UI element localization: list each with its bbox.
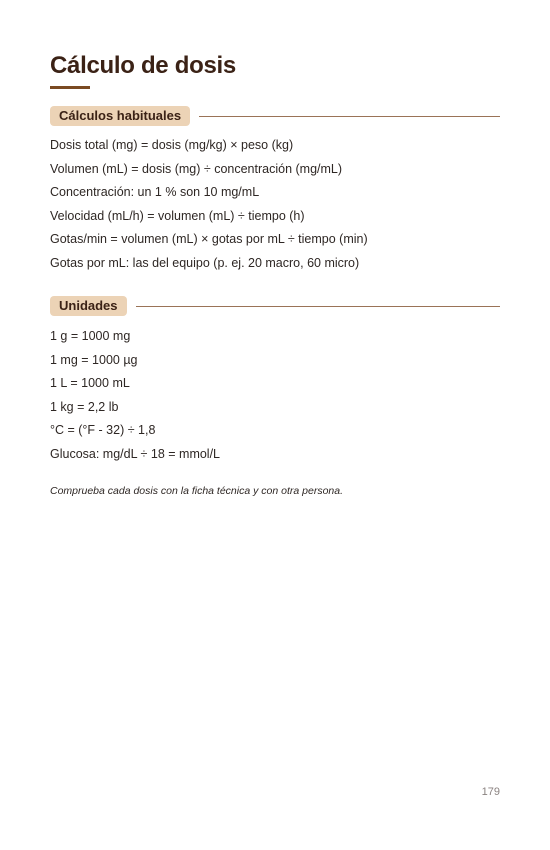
calculos-line: Gotas/min = volumen (mL) × gotas por mL ÷ tiempo (min) bbox=[50, 232, 368, 246]
section-header-calculos bbox=[50, 106, 500, 126]
calculos-line: Velocidad (mL/h) = volumen (mL) ÷ tiempo (h) bbox=[50, 208, 305, 223]
calculos-line: Dosis total (mg) = dosis (mg/kg) × peso (kg) bbox=[50, 138, 294, 152]
page-title: Cálculo de dosis bbox=[50, 52, 236, 79]
unidades-line: 1 g = 1000 mg bbox=[50, 329, 131, 343]
page-number: 179 bbox=[481, 786, 500, 798]
unidades-line: 1 mg = 1000 µg bbox=[50, 352, 138, 367]
title-underline bbox=[50, 86, 90, 89]
section-divider-calculos bbox=[199, 116, 500, 117]
calculos-line: Gotas por mL: las del equipo (p. ej. 20 macro, 60 micro) bbox=[50, 255, 360, 270]
calculos-line: Concentración: un 1 % son 10 mg/mL bbox=[50, 185, 260, 199]
section-divider-unidades bbox=[136, 306, 500, 307]
unidades-line: °C = (°F - 32) ÷ 1,8 bbox=[50, 423, 156, 437]
unidades-line: 1 kg = 2,2 lb bbox=[50, 399, 119, 414]
calculos-line: Volumen (mL) = dosis (mg) ÷ concentración (mg/mL) bbox=[50, 161, 343, 176]
safety-note: Comprueba cada dosis con la ficha técnica y con otra persona. bbox=[50, 485, 344, 497]
section-heading-unidades: Unidades bbox=[50, 296, 127, 316]
unidades-line: Glucosa: mg/dL ÷ 18 = mmol/L bbox=[50, 446, 221, 461]
calculos-list bbox=[50, 134, 368, 275]
section-heading-calculos: Cálculos habituales bbox=[50, 106, 190, 126]
section-header-unidades bbox=[50, 296, 500, 316]
unidades-list bbox=[50, 325, 220, 466]
unidades-line: 1 L = 1000 mL bbox=[50, 376, 130, 390]
